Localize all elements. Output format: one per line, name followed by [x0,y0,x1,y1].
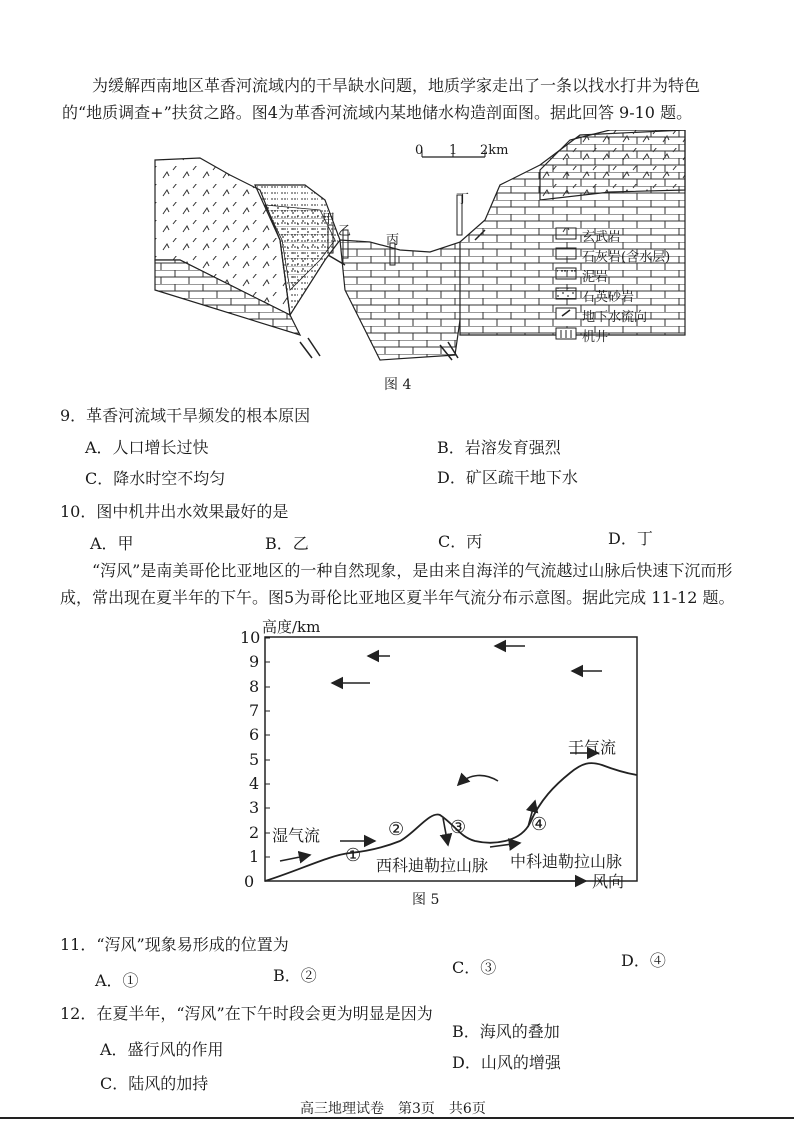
limestone-center [340,240,470,360]
q10-option-c: C．丙 [438,532,483,551]
q12-stem: 12．在夏半年，“泻风”在下午时段会更为明显是因为 [60,1004,433,1023]
q12-option-a: A．盛行风的作用 [100,1040,224,1059]
legend-sandstone: 石英砂岩 [582,290,635,305]
label-wet-flow: 湿气流 [272,826,321,845]
q11-option-b: B．② [273,966,317,985]
q9-option-a: A．人口增长过快 [85,438,209,457]
marker-2: ② [388,819,405,840]
fig5-y-title: 高度/km [262,618,321,636]
basalt-right [540,130,685,200]
legend-basalt: 玄武岩 [582,230,622,245]
well-label-bing: 丙 [386,233,400,248]
legend-mudstone: 泥岩 [582,270,609,285]
intro1-line2: 的“地质调查+”扶贫之路。图4为革香河流域内某地储水构造剖面图。据此回答 9-10 题。 [62,103,693,122]
y-tick-7: 7 [249,701,260,720]
marker-4: ④ [531,814,548,835]
q11-option-d: D．④ [621,951,666,970]
q9-option-d: D．矿区疏干地下水 [437,468,578,487]
y-tick-0: 0 [244,872,255,891]
q9-option-c: C．降水时空不均匀 [85,469,226,488]
legend-well: 机井 [582,330,609,345]
fault-left [300,342,312,358]
fig4-caption: 图 4 [384,377,412,393]
label-west-mountains: 西科迪勒拉山脉 [376,856,489,875]
q10-stem: 10．图中机井出水效果最好的是 [60,502,289,521]
q9-stem: 9．革香河流域干旱频发的根本原因 [60,406,311,425]
y-tick-4: 4 [249,774,260,793]
well-label-jia: 甲 [322,212,336,227]
y-tick-10: 10 [240,628,261,647]
y-tick-1: 1 [249,847,260,866]
bottom-rule [0,1117,794,1119]
label-central-mountains: 中科迪勒拉山脉 [510,852,623,871]
label-dry-flow: 干气流 [568,738,617,757]
intro2-line2: 成，常出现在夏半年的下午。图5为哥伦比亚地区夏半年气流分布示意图。据此完成 11-12 题。 [60,588,735,607]
plot-frame [265,637,637,881]
q12-option-d: D．山风的增强 [452,1053,561,1072]
intro1-line1: 为缓解西南地区革香河流域内的干旱缺水问题，地质学家走出了一条以找水打井为特色 [92,76,701,95]
marker-3: ③ [450,817,467,838]
scale-0: 0 [415,143,424,158]
page-footer: 高三地理试卷 第3页 共6页 [300,1101,486,1117]
label-wind-direction: 风向 [592,872,625,891]
q11-option-c: C．③ [452,958,497,977]
legend-groundwater: 地下水流向 [582,310,648,325]
marker-1: ① [345,845,362,866]
scale-2km: 2km [480,143,509,158]
y-tick-8: 8 [249,677,260,696]
q10-option-d: D．丁 [608,529,653,548]
y-tick-2: 2 [249,823,260,842]
y-tick-5: 5 [249,750,260,769]
q12-option-b: B．海风的叠加 [452,1022,560,1041]
y-tick-6: 6 [249,725,260,744]
y-tick-9: 9 [249,652,260,671]
fig5-caption: 图 5 [412,892,440,908]
legend-limestone: 石灰岩(含水层) [582,250,671,265]
well-label-yi: 乙 [338,224,352,239]
y-tick-3: 3 [249,798,260,817]
well-label-ding: 丁 [456,192,470,207]
q11-stem: 11．“泻风”现象易形成的位置为 [60,935,289,954]
scale-1: 1 [449,143,458,158]
q9-option-b: B．岩溶发育强烈 [437,438,561,457]
intro2-line1: “泻风”是南美哥伦比亚地区的一种自然现象，是由来自海洋的气流越过山脉后快速下沉而形 [92,561,733,580]
q11-option-a: A．① [95,971,139,990]
q12-option-c: C．陆风的加持 [100,1074,209,1093]
q10-option-a: A．甲 [90,534,134,553]
q10-option-b: B．乙 [265,534,309,553]
